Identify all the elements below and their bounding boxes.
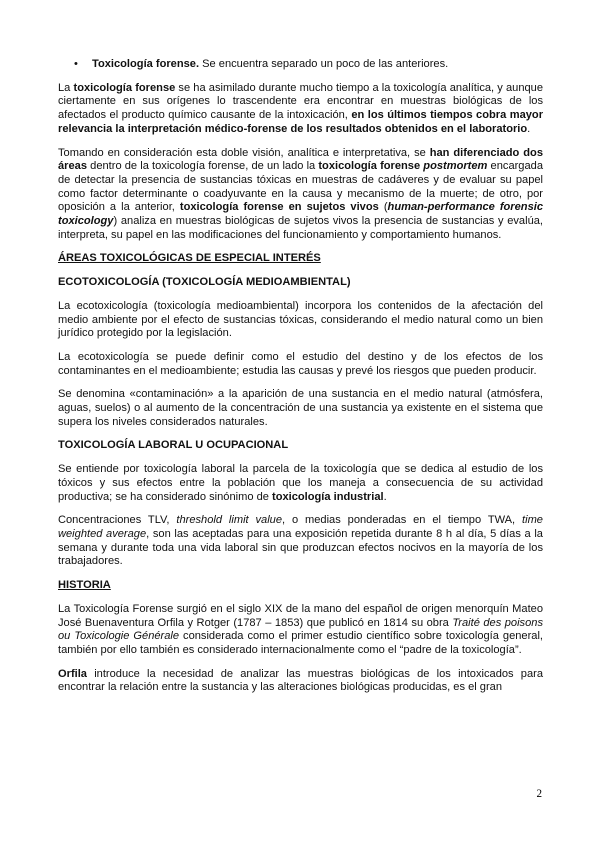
paragraph-forensic-toxicology: La toxicología forense se ha asimilado durante mucho tiempo a la toxicología analítica, y aunque ciertamente en sus orígenes lo trascendente era encontrar en muestras biológicas de los afectados el producto químico causante de la intoxicación, en los últimos tiempos cobra mayor relevancia la interpretación médico-forense de los resultados obtenidos en el laboratorio. [58, 81, 544, 135]
paragraph-ecotoxicology-definition: La ecotoxicología se puede definir como el estudio del destino y de los efectos de los contaminantes en el medioambiente; estudia las causas y prevé los riesgos que pueden producir. [58, 350, 543, 377]
bullet-text: Toxicología forense. Se encuentra separado un poco de las anteriores. [92, 58, 449, 70]
paragraph-history: La Toxicología Forense surgió en el siglo XIX de la mano del español de origen menorquín Mateo José Buenaventura Orfila y Rotger (1787 – 1853) que publicó en 1814 su obra Traité des poisons ou Toxicologie Générale considerada como el primer estudio científico sobre toxicología general, también por ello también es considerado internacionalmente como el “padre de la toxicología”. [58, 602, 543, 656]
paragraph-ecotoxicology-intro: La ecotoxicología (toxicología medioambiental) incorpora los contenidos de la afectación del medio ambiente por el efecto de sustancias tóxicas, considerando el medio natural como un bien jurídico protegido por la legislación. [58, 299, 543, 340]
page-number: 2 [536, 788, 542, 800]
paragraph-orfila: Orfila introduce la necesidad de analizar las muestras biológicas de los intoxicados para encontrar la relación entre la sustancia y las alteraciones biológicas producidas, es el gran [58, 667, 543, 694]
paragraph-tlv: Concentraciones TLV, threshold limit value, o medias ponderadas en el tiempo TWA, time weighted average, son las aceptadas para una exposición repetida durante 8 h al día, 5 días a la semana y durante toda una vida laboral sin que produzcan efectos nocivos en la mayoría de los trabajadores. [58, 514, 543, 568]
subheading-ecotoxicology: ECOTOXICOLOGÍA (TOXICOLOGÍA MEDIOAMBIENTAL) [58, 276, 351, 289]
paragraph-contamination: Se denomina «contaminación» a la aparición de una sustancia en el medio natural (atmósfera, aguas, suelos) o al aumento de la concentración de una sustancia ya existente en el sistema que supera los niveles considerados naturales. [58, 388, 543, 428]
section-heading-history: HISTORIA [58, 579, 111, 592]
bullet-item [74, 58, 543, 72]
subheading-occupational: TOXICOLOGÍA LABORAL U OCUPACIONAL [58, 439, 289, 452]
paragraph-two-areas: Tomando en consideración esta doble visión, analítica e interpretativa, se han diferenciado dos áreas dentro de la toxicología forense, de un lado la toxicología forense postmortem encargada de detectar la presencia de sustancias tóxicas en muestras de cadáveres y de evaluar su papel como factor determinante o coadyuvante en la causa y mecanismo de la muerte; de otro, por oposición a la anterior, toxicología forense en sujetos vivos (human-performance forensic toxicology) analiza en muestras biológicas de sujetos vivos la presencia de sustancias y evalúa, interpreta, su papel en las modificaciones del funcionamiento y comportamiento humanos. [58, 146, 543, 241]
section-heading-areas: ÁREAS TOXICOLÓGICAS DE ESPECIAL INTERÉS [58, 252, 321, 265]
bullet-dot: • [74, 58, 78, 70]
paragraph-occupational-definition: Se entiende por toxicología laboral la parcela de la toxicología que se dedica al estudio de los tóxicos y sus efectos entre la población que los maneja a consecuencia de su actividad productiva; se ha considerado sinónimo de toxicología industrial. [58, 463, 543, 503]
